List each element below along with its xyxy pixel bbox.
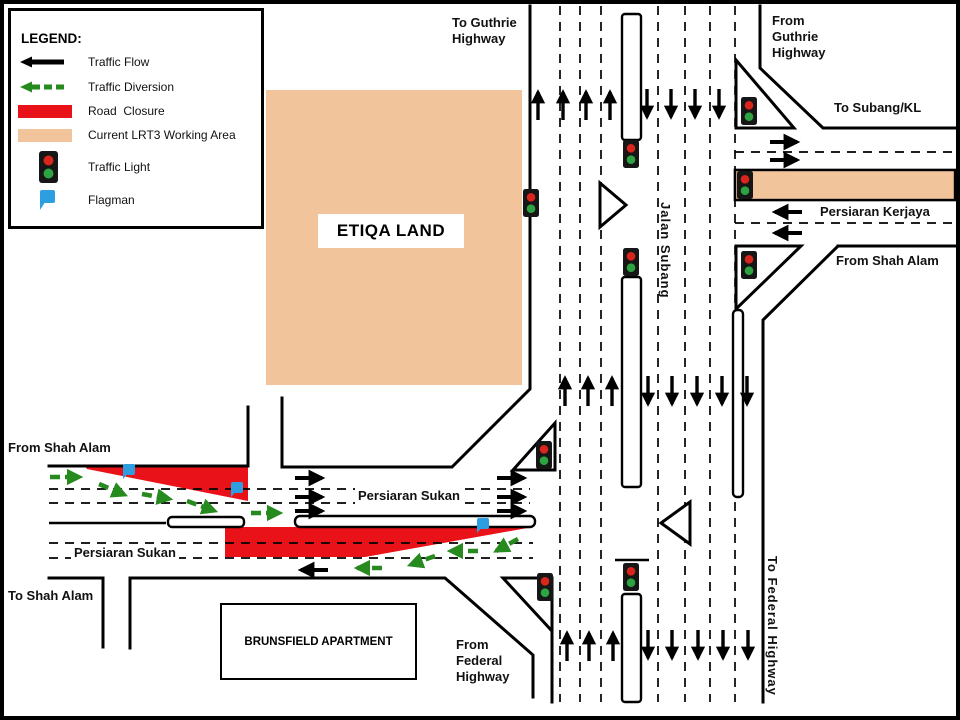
legend-item-label: Road Closure	[88, 104, 165, 118]
traffic-light-icon	[18, 151, 78, 183]
traffic-light-icon	[623, 248, 639, 276]
label-to-guthrie-highway: To Guthrie Highway	[452, 15, 517, 46]
lrt3-working-area-bar-icon	[18, 129, 88, 142]
road-closure-sukan-westbound	[225, 527, 533, 557]
traffic-light-icon	[741, 97, 757, 125]
label-to-subang-kl: To Subang/KL	[834, 100, 922, 115]
legend-item-label: Traffic Flow	[88, 55, 150, 69]
label-to-federal-highway: To Federal Highway	[764, 556, 780, 696]
legend-item-working-area	[18, 128, 236, 142]
label-to-shah-alam: To Shah Alam	[8, 588, 94, 603]
persiaran-kerjaya-working-area-top	[735, 170, 955, 200]
legend-title: LEGEND:	[21, 31, 82, 46]
traffic-islands	[503, 60, 801, 631]
traffic-light-icon	[623, 140, 639, 168]
legend-item-traffic-light	[18, 151, 150, 183]
label-jalan-subang: Jalan Subang	[657, 202, 673, 299]
label-persiaran-sukan-left: Persiaran Sukan	[71, 545, 179, 561]
etiqa-land-label: ETIQA LAND	[318, 214, 464, 248]
brunsfield-apartment-building: BRUNSFIELD APARTMENT	[220, 603, 417, 680]
flagman-icon	[18, 189, 78, 211]
traffic-flow-arrow-icon	[18, 56, 88, 68]
label-from-shah-alam-left: From Shah Alam	[8, 440, 111, 455]
label-from-shah-alam-right: From Shah Alam	[836, 253, 939, 268]
island-median-gap-east	[600, 183, 626, 227]
label-from-guthrie-highway: From Guthrie Highway	[772, 13, 826, 60]
legend-item-flagman	[18, 189, 135, 211]
road-closure-bar-icon	[18, 105, 88, 118]
traffic-light-icon	[537, 573, 553, 601]
traffic-light-icon	[737, 171, 753, 199]
island-median-gap-west	[661, 502, 690, 544]
legend-item-label: Current LRT3 Working Area	[88, 128, 236, 142]
road-closure-sukan-eastbound	[85, 466, 248, 501]
legend-item-traffic-flow	[18, 55, 149, 69]
legend-item-label: Traffic Diversion	[88, 80, 175, 94]
legend-item-traffic-diversion	[18, 80, 174, 94]
legend-item-road-closure	[18, 104, 165, 118]
label-persiaran-kerjaya: Persiaran Kerjaya	[820, 204, 930, 219]
traffic-light-icon	[741, 251, 757, 279]
label-persiaran-sukan-mid: Persiaran Sukan	[355, 488, 463, 504]
traffic-light-icon	[623, 563, 639, 591]
legend-item-label: Flagman	[88, 193, 135, 207]
legend	[8, 8, 264, 229]
label-from-federal-highway: From Federal Highway	[456, 637, 510, 684]
traffic-light-icon	[536, 441, 552, 469]
traffic-diversion-arrow-icon	[18, 81, 88, 93]
legend-item-label: Traffic Light	[88, 160, 151, 174]
traffic-light-icon	[523, 189, 539, 217]
